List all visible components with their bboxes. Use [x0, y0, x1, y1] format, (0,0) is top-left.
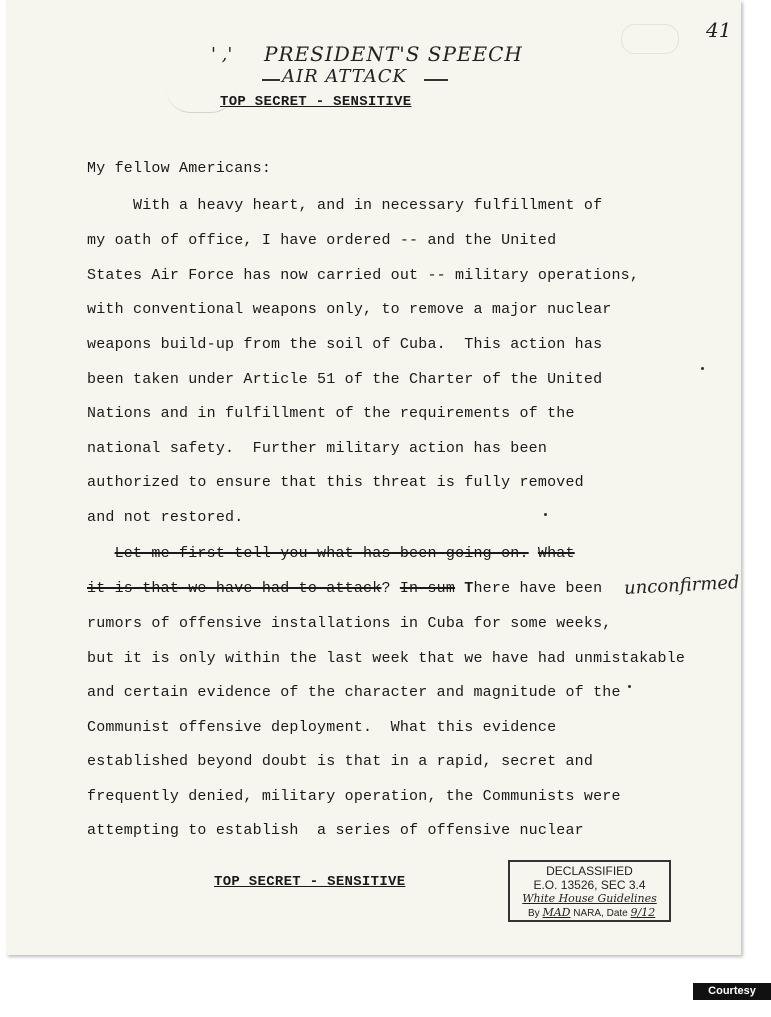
text-line: frequently denied, military operation, the Communists were [87, 788, 621, 805]
text-line: authorized to ensure that this threat is fully removed [87, 474, 584, 491]
stamp-line1: DECLASSIFIED [546, 864, 633, 878]
scan-speck [544, 513, 547, 516]
text-line: but it is only within the last week that we have had unmistakable [87, 650, 686, 667]
photo-credit: Courtesy Photo [693, 983, 771, 1000]
text-line: established beyond doubt is that in a rapid, secret and [87, 753, 594, 770]
text-line: been taken under Article 51 of the Charter of the United [87, 371, 603, 388]
text-line: Communist offensive deployment. What this evidence [87, 719, 557, 736]
stamp-line2: E.O. 13526, SEC 3.4 [533, 878, 646, 892]
text-line: With a heavy heart, and in necessary fulfillment of [87, 197, 603, 214]
struck-text-line-1: Let me first tell you what has been going on. What [114, 545, 575, 562]
margin-handwritten-note: unconfirmed [623, 571, 741, 600]
stamp-line4: By MAD NARA, Date 9/12 [528, 906, 656, 919]
text-line: My fellow Americans: [87, 160, 272, 177]
struck-text-line-2: it is that we have had to attack? In sum There have been [87, 580, 603, 597]
scan-speck [628, 685, 631, 688]
title-dash-right [424, 79, 448, 81]
text-line: national safety. Further military action has been [87, 440, 548, 457]
scan-speck [701, 367, 704, 370]
text-line: and certain evidence of the character and magnitude of the [87, 684, 621, 701]
page-number: 41 [706, 18, 732, 42]
title-dash-left [262, 79, 280, 81]
text-line: attempting to establish a series of offensive nuclear [87, 822, 584, 839]
text-line: rumors of offensive installations in Cuba for some weeks, [87, 615, 612, 632]
classification-header: TOP SECRET - SENSITIVE [220, 94, 412, 110]
text-line: weapons build-up from the soil of Cuba. This action has [87, 336, 603, 353]
declassified-stamp [508, 860, 671, 922]
classification-footer: TOP SECRET - SENSITIVE [214, 874, 406, 890]
text-line: with conventional weapons only, to remove a major nuclear [87, 301, 612, 318]
document-page [6, 0, 741, 955]
handwritten-marks: ' ,' [211, 44, 233, 65]
text-line: and not restored. [87, 509, 244, 526]
faint-circled-number [621, 24, 679, 54]
text-line: States Air Force has now carried out -- military operations, [87, 267, 640, 284]
stamp-line3: White House Guidelines [522, 892, 657, 905]
handwritten-title-line2: AIR ATTACK [282, 66, 407, 87]
text-line: Nations and in fulfillment of the requirements of the [87, 405, 575, 422]
text-line: my oath of office, I have ordered -- and the United [87, 232, 557, 249]
handwritten-title-line1: PRESIDENT'S SPEECH [264, 42, 523, 66]
